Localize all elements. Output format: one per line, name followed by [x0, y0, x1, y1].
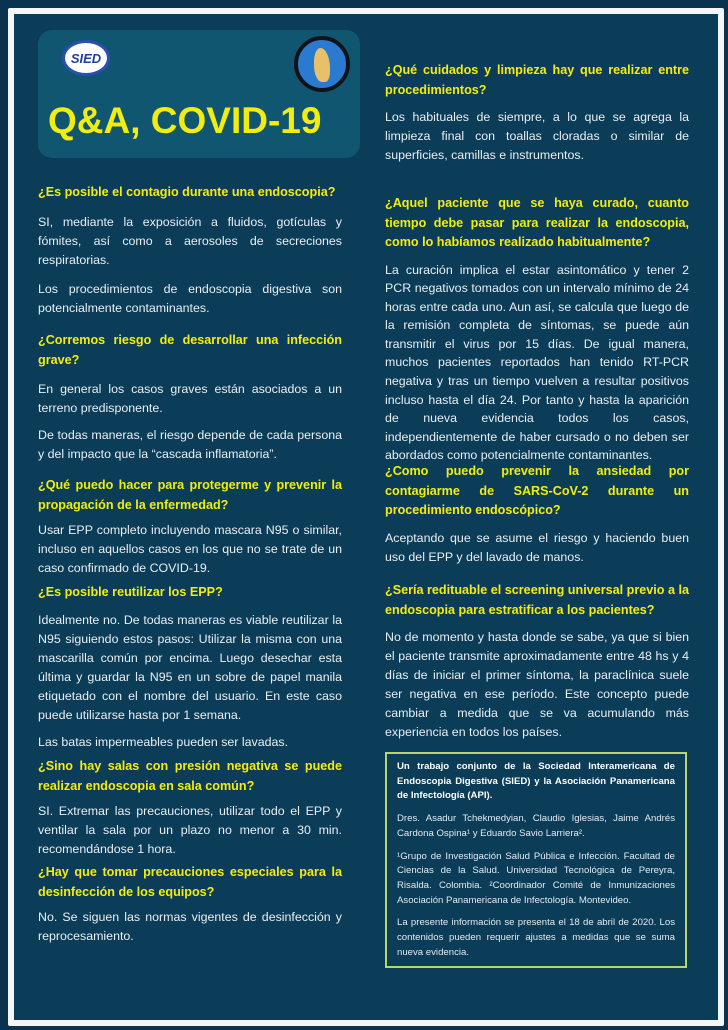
- question: ¿Sino hay salas con presión negativa se puede realizar endoscopia en sala común?: [38, 759, 342, 793]
- qa-section: [38, 757, 342, 859]
- question: ¿Como puedo prevenir la ansiedad por contagiarme de SARS-CoV-2 durante un procedimiento endoscópico?: [385, 464, 689, 517]
- credits-date-note: La presente información se presenta el 18 de abril de 2020. Los contenidos pueden requerir ajustes a medidas que se suma nueva evidencia.: [397, 917, 675, 958]
- answer: Los procedimientos de endoscopia digestiva son potencialmente contaminantes.: [38, 281, 342, 315]
- answer: Aceptando que se asume el riesgo y haciendo buen uso del EPP y del lavado de manos.: [385, 530, 689, 564]
- qa-section: [385, 194, 689, 465]
- answer: Idealmente no. De todas maneras es viable reutilizar la N95 siguiendo estos pasos: Utilizar la misma con una mascarilla común por encima. Luego desechar esta última y guardar la N95 en un sobre de papel manila etiquetado con el nombre del usuario. En este caso puede utilizarse hasta por 1 semana.: [38, 612, 342, 722]
- credits-authors: Dres. Asadur Tchekmedyian, Claudio Iglesias, Jaime Andrés Cardona Ospina¹ y Eduardo Savio Larriera².: [397, 813, 675, 839]
- qa-section: [38, 183, 342, 318]
- answer: No. Se siguen las normas vigentes de desinfección y reprocesamiento.: [38, 910, 342, 943]
- answer: De todas maneras, el riesgo depende de cada persona y del impacto que la “cascada inflamatoria”.: [38, 428, 342, 461]
- credits-intro: Un trabajo conjunto de la Sociedad Interamericana de Endoscopia Digestiva (SIED) y la Asociación Panamericana de Infectología (API).: [397, 761, 675, 802]
- page-title: Q&A, COVID-19: [48, 100, 322, 141]
- qa-section: [38, 583, 342, 752]
- credits-box: [385, 752, 687, 968]
- question: ¿Qué puedo hacer para protegerme y prevenir la propagación de la enfermedad?: [38, 478, 342, 512]
- qa-section: [38, 476, 342, 578]
- qa-section: [385, 61, 689, 165]
- sied-logo: SIED: [62, 40, 110, 76]
- qa-section: [38, 863, 342, 946]
- qa-section: [385, 581, 689, 742]
- api-globe-logo: [294, 36, 350, 92]
- question: ¿Corremos riesgo de desarrollar una infección grave?: [38, 333, 342, 367]
- answer: En general los casos graves están asociados a un terreno predisponente.: [38, 382, 342, 415]
- answer: Las batas impermeables pueden ser lavadas.: [38, 734, 289, 749]
- qa-section: [385, 462, 689, 567]
- question: ¿Aquel paciente que se haya curado, cuanto tiempo debe pasar para realizar la endoscopia, como lo habíamos realizado habitualmente?: [385, 196, 689, 249]
- answer: La curación implica el estar asintomático y tener 2 PCR negativos tomados con un intervalo mínimo de 24 horas entre cada uno. Aun así, se calcula que luego de la remisión completa de síntomas, se puede aún transmitir el virus por 15 días. De igual manera, muchos pacientes reportados han tenido RT-PCR negativa y tras un tiempo vuelven a resultar positivos incluso hasta el día 24. Por tanto y hasta la aparición de nueva evidencia todos los casos, independientemente de haber cursado o no deben ser abordados como potencialmente contaminantes.: [385, 262, 689, 463]
- answer: No de momento y hasta donde se sabe, ya que si bien el paciente transmite aproximadamente entre 48 hs y 4 días de iniciar el primer síntoma, la paraclínica suele ser negativa en ese período. Este concepto puede cambiar a medida que se va acumulando más experiencia en todos los países.: [385, 630, 689, 739]
- answer: SI. Extremar las precauciones, utilizar todo el EPP y ventilar la sala por un plazo no menor a 30 min. recomendándose 1 hora.: [38, 804, 342, 856]
- question: ¿Es posible el contagio durante una endoscopia?: [38, 185, 336, 199]
- question: ¿Qué cuidados y limpieza hay que realizar entre procedimientos?: [385, 63, 689, 97]
- question: ¿Hay que tomar precauciones especiales para la desinfección de los equipos?: [38, 865, 342, 899]
- question: ¿Es posible reutilizar los EPP?: [38, 585, 223, 599]
- header-banner: [38, 30, 360, 158]
- answer: SI, mediante la exposición a fluidos, gotículas y fómites, así como a aerosoles de secreciones respiratorias.: [38, 214, 342, 267]
- question: ¿Sería redituable el screening universal previo a la endoscopia para estratificar a los pacientes?: [385, 583, 689, 617]
- answer: Usar EPP completo incluyendo mascara N95 o similar, incluso en aquellos casos en los que no se trate de un caso confirmado de COVID-19.: [38, 523, 342, 575]
- answer: Los habituales de siempre, a lo que se agrega la limpieza final con toallas cloradas o similar de superficies, camillas e instrumentos.: [385, 110, 689, 162]
- credits-affiliations: ¹Grupo de Investigación Salud Pública e Infección. Facultad de Ciencias de la Salud. Universidad Tecnológica de Pereyra, Risalda. Colombia. ²Coordinador Comité de Inmunizaciones Asociación Panamericana de Infectología. Montevideo.: [397, 850, 675, 906]
- qa-section: [38, 331, 342, 464]
